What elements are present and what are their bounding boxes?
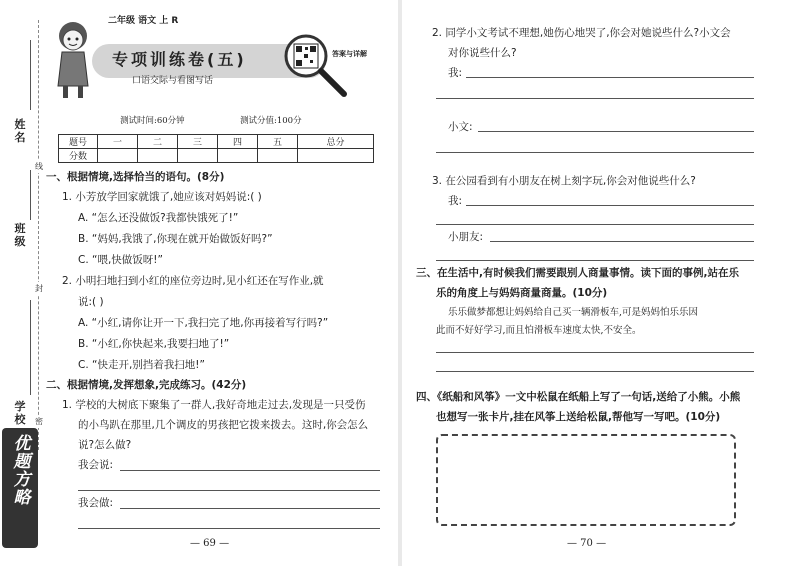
qr-caption: 答案与详解 — [332, 50, 367, 58]
test-score: 测试分值:100分 — [240, 116, 302, 126]
s1-q2-option-a: A. “小红,请你让开一下,我扫完了地,你再接着写行吗?” — [78, 317, 329, 329]
answer-line[interactable] — [436, 260, 754, 261]
score-cell[interactable] — [218, 149, 258, 163]
answer-line[interactable] — [78, 528, 380, 529]
score-cell[interactable] — [298, 149, 374, 163]
score-col: 四 — [218, 135, 258, 149]
do-label: 我会做: — [78, 497, 114, 509]
answer-line[interactable] — [436, 352, 754, 353]
page-number-right: — 70 — — [567, 538, 607, 549]
s1-q2-stem-cont: 说:( ) — [78, 296, 104, 308]
say-label: 我会说: — [78, 459, 114, 471]
answer-line[interactable] — [120, 470, 380, 471]
score-cell[interactable] — [258, 149, 298, 163]
s1-q1-stem: 1. 小芳放学回家就饿了,她应该对妈妈说:( ) — [62, 191, 262, 203]
s2-q1-line1: 1. 学校的大树底下聚集了一群人,我好奇地走过去,发现是一只受伤 — [62, 399, 366, 411]
answer-line[interactable] — [436, 152, 754, 153]
answer-line[interactable] — [478, 131, 754, 132]
section4-heading-line2: 也想写一张卡片,挂在风筝上送给松鼠,帮他写一写吧。(10分) — [436, 411, 721, 423]
section3-heading-line1: 三、在生活中,有时候我们需要跟别人商量事情。读下面的事例,站在乐 — [416, 267, 739, 279]
score-col: 总分 — [298, 135, 374, 149]
page-subtitle: 口语交际与看图写话 — [132, 76, 214, 86]
name-write-line — [30, 40, 31, 110]
q2-line1: 2. 同学小文考试不理想,她伤心地哭了,你会对她说些什么?小文会 — [432, 27, 731, 39]
story-line2: 此而不好好学习,而且怕滑板车速度太快,不安全。 — [436, 325, 642, 336]
section4-heading-line1: 四、《纸船和风筝》一文中松鼠在纸船上写了一句话,送给了小熊。小熊 — [416, 391, 741, 403]
answer-line[interactable] — [78, 490, 380, 491]
section1-heading: 一、根据情境,选择恰当的语句。(8分) — [46, 171, 225, 183]
answer-line[interactable] — [436, 224, 754, 225]
score-table-value-row — [59, 149, 374, 163]
score-cell[interactable] — [98, 149, 138, 163]
cut-line-mark: 线 — [32, 160, 46, 173]
s1-q2-option-b: B. “小红,你快起来,我要扫地了!” — [78, 338, 230, 350]
s2-q1-line3: 说?怎么做? — [78, 439, 132, 451]
q2-line2: 对你说些什么? — [448, 47, 517, 59]
me-label-2: 我: — [448, 195, 463, 207]
me-label: 我: — [448, 67, 463, 79]
brand-text: 优题方略 — [9, 434, 30, 506]
score-col: 二 — [138, 135, 178, 149]
brand-logo — [2, 428, 38, 548]
score-col: 五 — [258, 135, 298, 149]
kid-label: 小朋友: — [448, 231, 484, 243]
answer-line[interactable] — [120, 508, 380, 509]
secret-mark: 密 — [32, 415, 46, 428]
school-label: 学校 — [14, 400, 26, 426]
s1-q1-option-a: A. “怎么还没做饭?我都快饿死了!” — [78, 212, 239, 224]
page-number-left: — 69 — — [190, 538, 230, 549]
header-area — [48, 14, 378, 104]
answer-line[interactable] — [466, 205, 754, 206]
s1-q1-option-c: C. “喂,快做饭呀!” — [78, 254, 163, 266]
class-write-line — [30, 170, 31, 220]
s1-q1-option-b: B. “妈妈,我饿了,你现在就开始做饭好吗?” — [78, 233, 273, 245]
seal-mark: 封 — [32, 282, 46, 295]
score-table-header-row — [59, 135, 374, 149]
s1-q2-option-c: C. “快走开,别挡着我扫地!” — [78, 359, 205, 371]
school-write-line — [30, 300, 31, 395]
binding-line — [38, 20, 39, 450]
s1-q2-stem: 2. 小明扫地扫到小红的座位旁边时,见小红还在写作业,就 — [62, 275, 324, 287]
right-page — [402, 0, 800, 566]
xiaowen-label: 小文: — [448, 121, 473, 133]
q3-stem: 3. 在公园看到有小朋友在树上刻字玩,你会对他说些什么? — [432, 175, 696, 187]
answer-line[interactable] — [466, 77, 754, 78]
score-row-label: 题号 — [59, 135, 98, 149]
class-label: 班级 — [14, 222, 26, 248]
qr-code-icon[interactable] — [284, 34, 354, 104]
answer-line[interactable] — [436, 371, 754, 372]
s2-q1-line2: 的小鸟趴在那里,几个调皮的男孩把它拨来拨去。这时,你会怎么 — [78, 419, 369, 431]
test-time: 测试时间:60分钟 — [120, 116, 185, 126]
score-col: 一 — [98, 135, 138, 149]
grade-line: 二年级 语文 上 R — [108, 16, 179, 26]
answer-line[interactable] — [490, 241, 754, 242]
page-title: 专项训练卷(五) — [112, 50, 247, 69]
score-cell[interactable] — [178, 149, 218, 163]
answer-line[interactable] — [436, 98, 754, 99]
section3-heading-line2: 乐的角度上与妈妈商量商量。(10分) — [436, 287, 608, 299]
section2-heading: 二、根据情境,发挥想象,完成练习。(42分) — [46, 379, 247, 391]
girl-mascot-icon — [48, 14, 98, 104]
card-writing-box[interactable] — [436, 434, 736, 526]
name-label: 姓名 — [14, 118, 26, 144]
score-table — [58, 134, 374, 163]
story-line1: 乐乐做梦都想让妈妈给自己买一辆滑板车,可是妈妈怕乐乐因 — [448, 307, 699, 318]
score-row-label: 分数 — [59, 149, 98, 163]
score-col: 三 — [178, 135, 218, 149]
score-cell[interactable] — [138, 149, 178, 163]
left-page — [0, 0, 398, 566]
